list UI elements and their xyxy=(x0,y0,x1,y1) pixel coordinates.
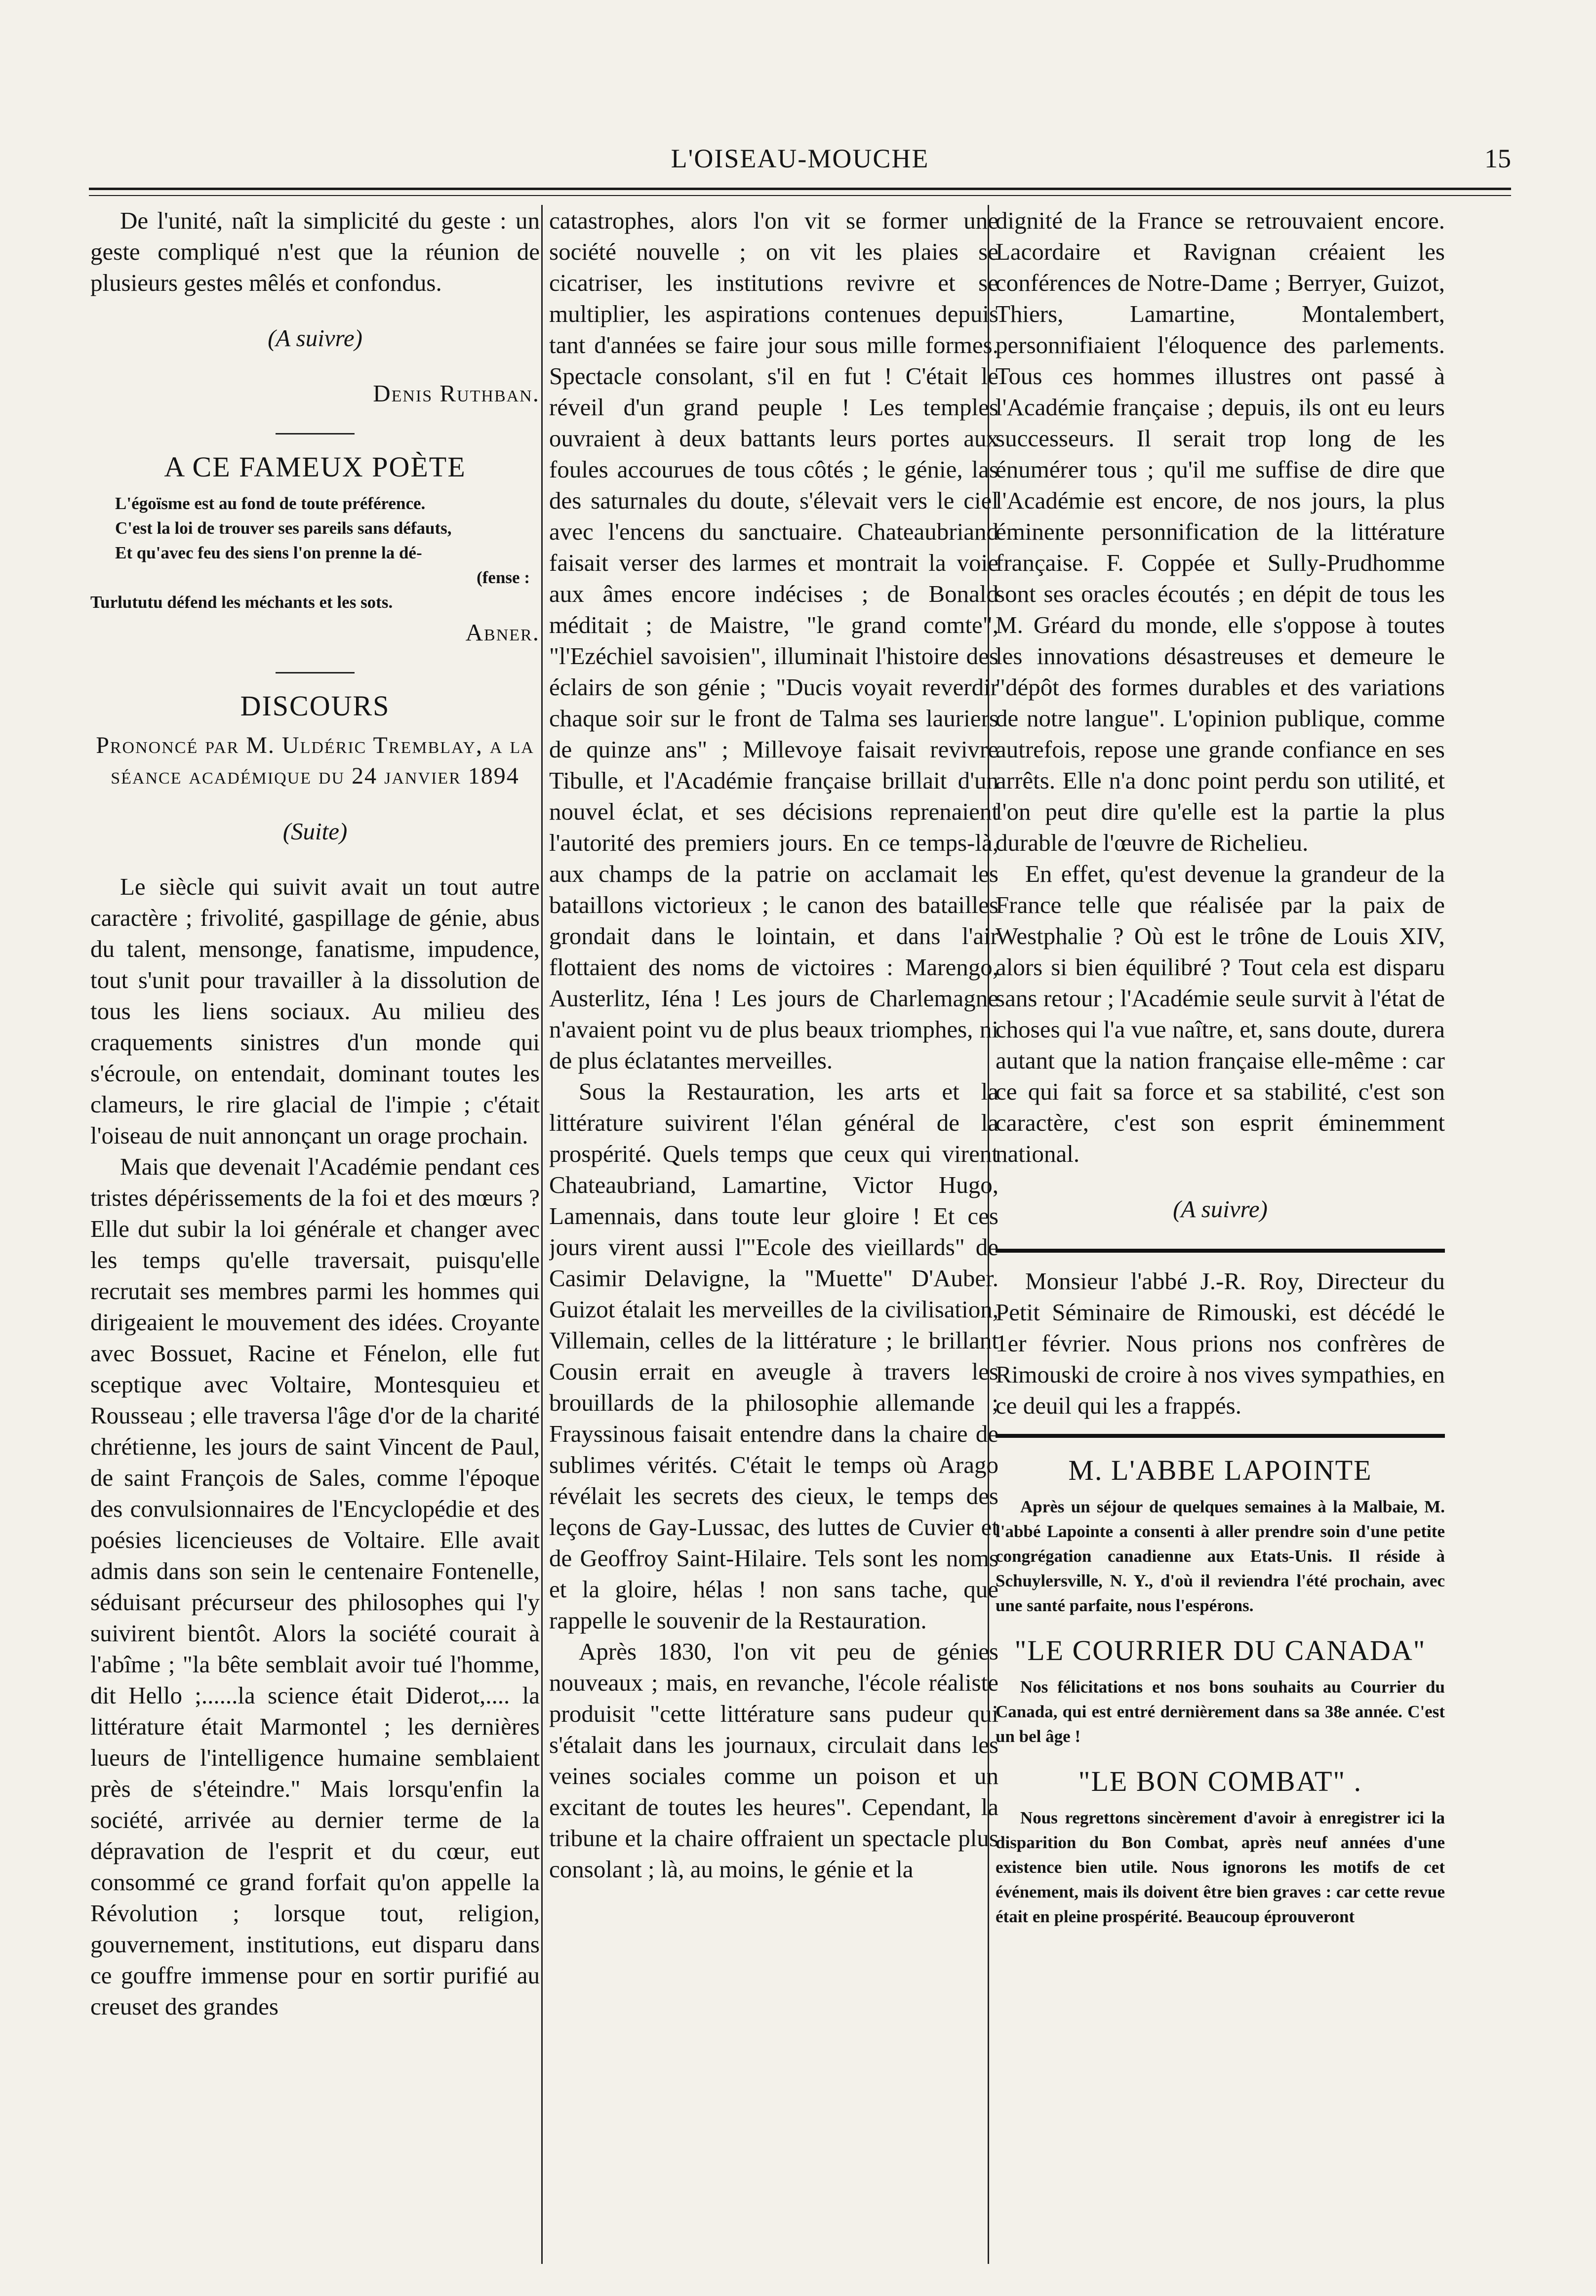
lapointe-text: Après un séjour de quelques semaines à la Malbaie, M. l'abbé Lapointe a consenti à aller prendre soin d'une petite congrégation canadienne aux Etats-Unis. Il réside à Schuylersville, N. Y., d'où il reviendra l'été prochain, avec une santé parfaite, nous l'espérons. xyxy=(996,1497,1445,1615)
section-rule xyxy=(276,433,355,435)
discours-paragraph: catastrophes, alors l'on vit se former une société nouvelle ; on vit les plaies se cicatriser, les institutions revivre et se multiplier, les aspirations contenues depuis tant d'années se faire jour sous mille formes. Spectacle consolant, s'il en fut ! C'était le réveil d'un grand peuple ! Les temples ouvraient à deux battants leurs portes aux foules accourues de tous côtés ; le génie, las des saturnales du doute, s'élevait vers le ciel avec l'encens du sanctuaire. Chateaubriand faisait verser des larmes et montrait la voie aux âmes encore indécises ; de Bonald méditait ; de Maistre, "le grand comte", "l'Ezéchiel savoisien", illuminait l'histoire des éclairs de son génie ; "Ducis voyait reverdir chaque soir sur le front de Talma ses lauriers de quinze ans" ; Millevoye faisait revivre Tibulle, et l'Académie française brillait d'un nouvel éclat, et ses décisions reprenaient l'autorité des premiers jours. En ce temps-là, aux champs de la patrie on acclamait les bataillons victorieux ; le canon des batailles grondait dans le lointain, et dans l'air flottaient des noms de victoires : Marengo, Austerlitz, Iéna ! Les jours de Charlemagne n'avaient point vu de plus beaux triomphes, ni de plus éclatantes merveilles. xyxy=(549,207,998,1074)
discours-subtitle: Prononcé par M. Uldéric Tremblay, a la séance académique du 24 janvier 1894 xyxy=(96,732,534,789)
discours-paragraph: En effet, qu'est devenue la grandeur de la France telle que réalisée par la paix de Westphalie ? Où est le trône de Louis XIV, alors si bien équilibré ? Tout cela est disparu sans retour ; l'Académie seule survit à l'état de choses qui l'a vue naître, et, sans doute, durera autant que la nation française elle-même : car ce qui fait sa force et sa stabilité, c'est son caractère, c'est son esprit éminemment national. xyxy=(996,860,1445,1167)
header-rule xyxy=(89,188,1511,196)
poem-line: (fense : xyxy=(477,568,530,587)
poem-line: L'égoïsme est au fond de toute préférence. xyxy=(115,494,426,513)
discours-title: DISCOURS xyxy=(240,690,390,722)
poem-line: C'est la loi de trouver ses pareils sans défauts, xyxy=(115,518,452,538)
signature-abner: Abner. xyxy=(465,619,540,646)
obituary-notice: Monsieur l'abbé J.-R. Roy, Directeur du Petit Séminaire de Rimouski, est décédé le 1er février. Nous prions nos confrères de Rimouski de croire à nos vives sympathies, en ce deuil qui les a frappés. xyxy=(996,1267,1445,1419)
poem-title: A CE FAMEUX POÈTE xyxy=(164,451,466,483)
journal-title: L'OISEAU-MOUCHE xyxy=(671,144,929,173)
courrier-title: "LE COURRIER DU CANADA" xyxy=(1014,1634,1426,1666)
intro-paragraph: De l'unité, naît la simplicité du geste : un geste compliqué n'est que la réunion de plusieurs gestes mêlés et confondus. xyxy=(90,207,540,296)
courrier-text: Nos félicitations et nos bons souhaits au Courrier du Canada, qui est entré dernièrement dans sa 38e année. C'est un bel âge ! xyxy=(996,1677,1445,1746)
section-rule xyxy=(276,672,355,673)
poem-line: Et qu'avec feu des siens l'on prenne la dé- xyxy=(115,543,422,562)
suite-note: (Suite) xyxy=(282,818,348,845)
section-rule xyxy=(996,1434,1445,1438)
column-divider-1 xyxy=(541,205,543,2264)
bon-combat-title: "LE BON COMBAT" . xyxy=(1078,1765,1362,1797)
page-header xyxy=(89,143,1511,183)
bon-combat-text: Nous regrettons sincèrement d'avoir à enregistrer ici la disparition du Bon Combat, après neuf années d'une existence bien utile. Nous ignorons les motifs de cet événement, mais ils doivent être bien graves : car cette revue était en pleine prospérité. Beaucoup éprouveront xyxy=(996,1808,1445,1926)
discours-paragraph: Mais que devenait l'Académie pendant ces tristes dépérissements de la foi et des mœurs ? Elle dut subir la loi générale et changer avec les temps qu'elle traversait, puisqu'elle recrutait ses membres parmi les hommes qui dirigeaient le mouvement des idées. Croyante avec Bossuet, Racine et Fénelon, elle fut sceptique avec Voltaire, Montesquieu et Rousseau ; elle traversa l'âge d'or de la charité chrétienne, les jours de saint Vincent de Paul, de saint François de Sales, comme l'époque des convulsionnaires de l'Encyclopédie et des poésies licencieuses de Voltaire. Elle avait admis dans son sein le centenaire Fontenelle, séduisant précurseur des philosophes qui l'y suivirent bientôt. Alors la société courait à l'abîme ; "la bête semblait avoir tué l'homme, dit Hello ;......la science était Diderot,.... la littérature était Marmontel ; les dernières lueurs de l'intelligence humaine semblaient près de s'éteindre." Mais lorsqu'enfin la société, arrivée au dernier terme de la dépravation de l'esprit et du cœur, eut consommé ce grand forfait qu'on appelle la Révolution ; lorsque tout, religion, gouvernement, institutions, eut disparu dans ce gouffre immense pour en sortir purifié au creuset des grandes xyxy=(90,1153,540,2020)
discours-paragraph: dignité de la France se retrouvaient encore. Lacordaire et Ravignan créaient les conférences de Notre-Dame ; Berryer, Guizot, Thiers, Lamartine, Montalembert, personnifiaient l'éloquence des parlements. Tous ces hommes illustres ont passé à l'Académie française ; depuis, ils ont eu leurs successeurs. Il serait trop long de les énumérer tous ; qu'il me suffise de dire que l'Académie est encore, de nos jours, la plus éminente personnification de la littérature française. F. Coppée et Sully-Prudhomme sont ses oracles écoutés ; en dépit de tous les M. Gréard du monde, elle s'oppose à toutes les innovations désastreuses et demeure le "dépôt des formes durables et des variations de notre langue". L'opinion publique, comme autrefois, repose une grande confiance en ses arrêts. Elle n'a donc point perdu son utilité, et l'on peut dire qu'elle est la partie la plus durable de l'œuvre de Richelieu. xyxy=(996,207,1445,856)
a-suivre-note: (A suivre) xyxy=(268,324,362,352)
section-rule xyxy=(996,1249,1445,1253)
poem-line: Turlututu défend les méchants et les sots. xyxy=(90,593,393,612)
column-1 xyxy=(90,205,540,2269)
discours-paragraph: Après 1830, l'on vit peu de génies nouveaux ; mais, en revanche, l'école réaliste produisit "cette littérature sans pudeur qui s'étalait dans les journaux, circulait dans les veines sociales comme un poison et un excitant de toutes les heures". Cependant, la tribune et la chaire offraient un spectacle plus consolant ; là, au moins, le génie et la xyxy=(549,1638,998,1883)
discours-paragraph: Sous la Restauration, les arts et la littérature suivirent l'élan général de la prospérité. Quels temps que ceux qui virent Chateaubriand, Lamartine, Victor Hugo, Lamennais, dans toute leur gloire ! Et ces jours virent aussi l'"Ecole des vieillards" de Casimir Delavigne, la "Muette" D'Auber. Guizot étalait les merveilles de la civilisation, Villemain, celles de la littérature ; le brillant Cousin errait en aveugle à travers les brouillards de la philosophie allemande ; Frayssinous faisait entendre dans la chaire de sublimes vérités. C'était le temps où Arago révélait les secrets des cieux, le temps des leçons de Gay-Lussac, des luttes de Cuvier et de Geoffroy Saint-Hilaire. Tels sont les noms et la gloire, hélas ! non sans tache, que rappelle le souvenir de la Restauration. xyxy=(549,1078,998,1634)
column-2 xyxy=(549,205,998,2269)
page-number: 15 xyxy=(1484,144,1511,173)
lapointe-title: M. L'ABBE LAPOINTE xyxy=(1068,1454,1372,1486)
a-suivre-note: (A suivre) xyxy=(1173,1195,1268,1223)
poem xyxy=(90,491,540,615)
column-3 xyxy=(996,205,1445,2269)
discours-paragraph: Le siècle qui suivit avait un tout autre caractère ; frivolité, gaspillage de génie, abus du talent, mensonge, fanatisme, impudence, tout s'unit pour travailler à la dissolution de tous les liens sociaux. Au milieu des craquements sinistres d'un monde qui s'écroule, on entendait, dominant toutes les clameurs, le rire glacial de l'impie ; c'était l'oiseau de nuit annonçant un orage prochain. xyxy=(90,873,540,1149)
signature-ruthban: Denis Ruthban. xyxy=(373,380,540,407)
